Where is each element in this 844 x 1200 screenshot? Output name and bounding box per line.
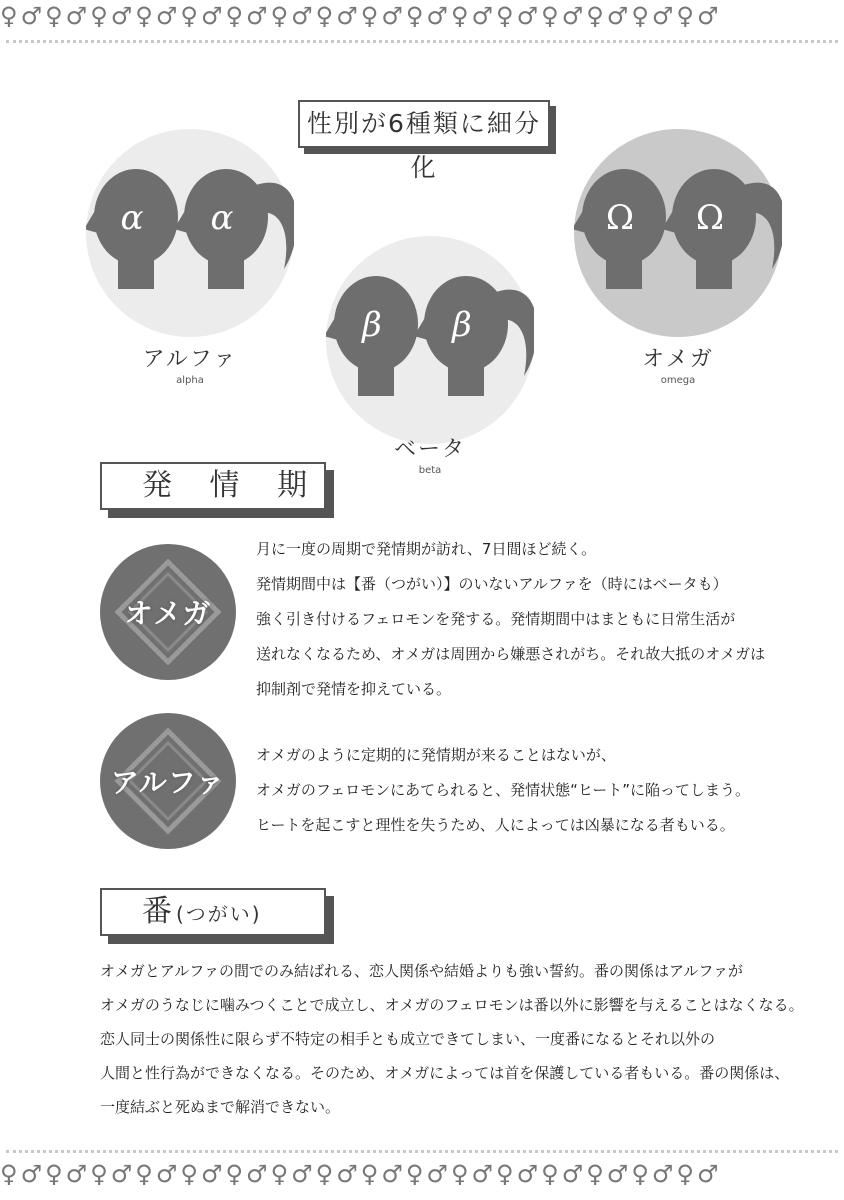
omega-circle [574, 129, 782, 337]
female-head-silhouette-icon [174, 169, 294, 289]
omega-silhouettes [574, 129, 782, 337]
top-border-symbols [0, 2, 844, 34]
male-symbol-icon: ♂ [65, 2, 89, 30]
top-border [0, 0, 844, 50]
female-symbol-icon: ♀ [496, 1160, 515, 1188]
female-symbol-icon: ♀ [135, 1160, 154, 1188]
male-symbol-icon: ♂ [155, 1160, 179, 1188]
female-symbol-icon: ♀ [360, 2, 380, 30]
female-symbol-icon: ♀ [496, 2, 515, 30]
female-symbol-icon: ♀ [45, 1160, 64, 1188]
male-symbol-icon: ♂ [561, 2, 585, 30]
beta-symbol: β [362, 305, 382, 345]
estrus-heading [100, 462, 326, 510]
alpha-symbol: α [210, 198, 234, 238]
female-symbol-icon: ♀ [0, 1160, 19, 1188]
alpha-label-jp: アルファ [142, 347, 238, 372]
text-line: 恋人同士の関係性に限らず不特定の相手とも成立できてしまい、一度番になるとそれ以外の [100, 1030, 716, 1048]
female-symbol-icon: ♀ [450, 1160, 470, 1188]
alpha-circle [86, 129, 294, 337]
female-symbol-icon: ♀ [225, 1160, 245, 1188]
omega-symbol: Ω [695, 198, 725, 238]
female-symbol-icon: ♀ [180, 2, 199, 30]
female-symbol-icon: ♀ [631, 2, 650, 30]
alpha-estrus-text [256, 738, 750, 843]
female-symbol-icon: ♀ [135, 2, 154, 30]
female-symbol-icon: ♀ [541, 2, 560, 30]
alpha-label [120, 342, 260, 386]
female-symbol-icon: ♀ [180, 1160, 199, 1188]
female-symbol-icon: ♀ [676, 1160, 695, 1188]
male-symbol-icon: ♂ [561, 1160, 585, 1188]
text-line: 抑制剤で発情を抑えている。 [256, 680, 452, 698]
main-title: 性別が6種類に細分化 [298, 100, 550, 148]
male-symbol-icon: ♂ [381, 2, 404, 30]
female-symbol-icon: ♀ [450, 2, 470, 30]
male-symbol-icon: ♂ [696, 2, 720, 30]
female-symbol-icon: ♀ [270, 2, 290, 30]
top-border-dots [6, 40, 838, 43]
female-symbol-icon: ♀ [225, 2, 245, 30]
female-symbol-icon: ♀ [405, 2, 425, 30]
female-symbol-icon: ♀ [90, 1160, 109, 1188]
female-symbol-icon: ♀ [315, 2, 335, 30]
female-symbol-icon: ♀ [405, 1160, 425, 1188]
beta-label-en: beta [418, 465, 442, 476]
beta-circle [326, 236, 534, 444]
female-head-silhouette-icon [414, 276, 534, 396]
text-line: オメガのうなじに噛みつくことで成立し、オメガのフェロモンは番以外に影響を与えることはなくなる。 [100, 996, 804, 1014]
omega-badge-label: オメガ [124, 597, 212, 630]
male-symbol-icon: ♂ [336, 1160, 359, 1188]
male-symbol-icon: ♂ [651, 2, 675, 30]
male-head-silhouette-icon [86, 169, 178, 289]
female-symbol-icon: ♀ [315, 1160, 335, 1188]
mate-heading-main: 番 [142, 894, 176, 929]
bottom-border-symbols [0, 1160, 844, 1192]
female-symbol-icon: ♀ [586, 2, 605, 30]
male-symbol-icon: ♂ [155, 2, 179, 30]
male-symbol-icon: ♂ [471, 1160, 495, 1188]
male-symbol-icon: ♂ [381, 1160, 404, 1188]
mate-heading-text [142, 890, 262, 936]
male-symbol-icon: ♂ [336, 2, 359, 30]
text-line: オメガとアルファの間でのみ結ばれる、恋人関係や結婚よりも強い誓約。番の関係はアルファが [100, 962, 744, 980]
male-symbol-icon: ♂ [110, 1160, 134, 1188]
male-symbol-icon: ♂ [246, 1160, 269, 1188]
male-symbol-icon: ♂ [20, 1160, 44, 1188]
omega-label [608, 342, 748, 386]
male-symbol-icon: ♂ [291, 2, 314, 30]
female-symbol-icon: ♀ [631, 1160, 650, 1188]
male-symbol-icon: ♂ [696, 1160, 720, 1188]
text-line: オメガのフェロモンにあてられると、発情状態“ヒート”に陥ってしまう。 [256, 781, 751, 799]
text-line: 人間と性行為ができなくなる。そのため、オメガによっては首を保護している者もいる。番の関係は、 [100, 1064, 790, 1082]
male-symbol-icon: ♂ [65, 1160, 89, 1188]
female-symbol-icon: ♀ [270, 1160, 290, 1188]
male-symbol-icon: ♂ [516, 1160, 540, 1188]
alpha-badge [100, 713, 236, 849]
male-head-silhouette-icon [326, 276, 418, 396]
bottom-border-dots [6, 1150, 838, 1153]
text-line: 月に一度の周期で発情期が訪れ、7日間ほど続く。 [256, 540, 597, 558]
alpha-silhouettes [86, 129, 294, 337]
female-symbol-icon: ♀ [0, 2, 19, 30]
male-symbol-icon: ♂ [651, 1160, 675, 1188]
male-symbol-icon: ♂ [426, 2, 449, 30]
beta-label-jp: ベータ [393, 437, 466, 462]
beta-label [360, 432, 500, 476]
female-symbol-icon: ♀ [90, 2, 109, 30]
omega-symbol: Ω [605, 198, 635, 238]
male-symbol-icon: ♂ [291, 1160, 314, 1188]
beta-symbol: β [452, 305, 472, 345]
mate-heading-sub: (つがい) [176, 902, 262, 926]
female-symbol-icon: ♀ [586, 1160, 605, 1188]
female-symbol-icon: ♀ [360, 1160, 380, 1188]
female-symbol-icon: ♀ [541, 1160, 560, 1188]
female-symbol-icon: ♀ [45, 2, 64, 30]
alpha-symbol: α [120, 198, 144, 238]
text-line: 一度結ぶと死ぬまで解消できない。 [100, 1098, 341, 1116]
beta-silhouettes [326, 236, 534, 444]
estrus-heading-text: 発 情 期 [142, 468, 322, 503]
bottom-border [0, 1146, 844, 1196]
male-symbol-icon: ♂ [426, 1160, 449, 1188]
male-symbol-icon: ♂ [246, 2, 269, 30]
mate-text [100, 954, 804, 1124]
male-symbol-icon: ♂ [20, 2, 44, 30]
male-symbol-icon: ♂ [606, 2, 630, 30]
mate-heading [100, 888, 326, 936]
male-symbol-icon: ♂ [110, 2, 134, 30]
male-head-silhouette-icon [574, 169, 666, 289]
text-line: オメガのように定期的に発情期が来ることはないが、 [256, 746, 616, 764]
text-line: 送れなくなるため、オメガは周囲から嫌悪されがち。それ故大抵のオメガは [256, 645, 766, 663]
omega-label-en: omega [660, 375, 696, 386]
text-line: 強く引き付けるフェロモンを発する。発情期間中はまともに日常生活が [256, 610, 736, 628]
female-symbol-icon: ♀ [676, 2, 695, 30]
male-symbol-icon: ♂ [200, 2, 224, 30]
omega-estrus-text [256, 532, 765, 707]
male-symbol-icon: ♂ [200, 1160, 224, 1188]
alpha-badge-label: アルファ [110, 766, 226, 799]
text-line: ヒートを起こすと理性を失うため、人によっては凶暴になる者もいる。 [256, 816, 735, 834]
male-symbol-icon: ♂ [516, 2, 540, 30]
male-symbol-icon: ♂ [606, 1160, 630, 1188]
text-line: 発情期間中は【番（つがい）】のいないアルファを（時にはベータも） [256, 575, 728, 593]
alpha-label-en: alpha [176, 375, 204, 386]
omega-badge [100, 544, 236, 680]
male-symbol-icon: ♂ [471, 2, 495, 30]
omega-label-jp: オメガ [642, 347, 714, 372]
female-head-silhouette-icon [662, 169, 782, 289]
